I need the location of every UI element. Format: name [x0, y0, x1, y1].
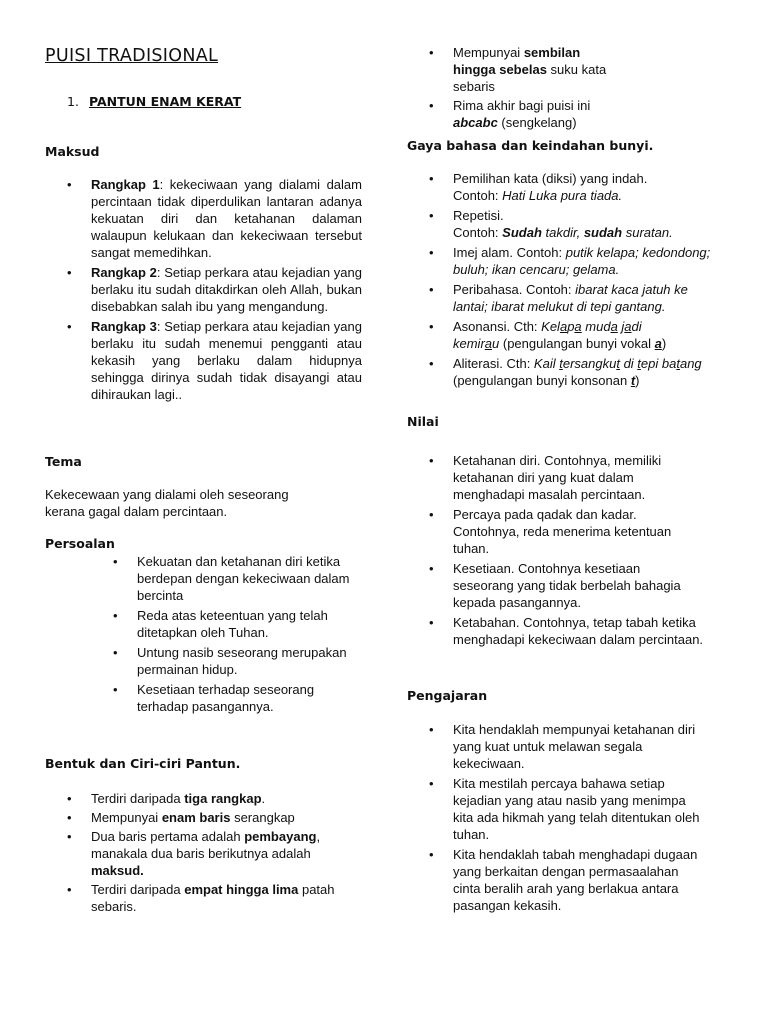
bentuk-item: • Terdiri daripada tiga rangkap.: [67, 790, 337, 807]
persoalan-heading: Persoalan: [45, 536, 115, 551]
bentuk-heading: Bentuk dan Ciri-ciri Pantun.: [45, 756, 241, 771]
nilai-item: • Ketahanan diri. Contohnya, memiliki ketahanan diri yang kuat dalam menghadapi masalah percintaan.: [429, 452, 704, 503]
pengajaran-list: [429, 721, 709, 917]
gaya-list: [429, 170, 725, 392]
bentuk-item: • Terdiri daripada empat hingga lima patah sebaris.: [67, 881, 337, 915]
gaya-heading: Gaya bahasa dan keindahan bunyi.: [407, 138, 654, 153]
gaya-item: • Aliterasi. Cth: Kail tersangkut di tepi batang (pengulangan bunyi konsonan t): [429, 355, 725, 389]
persoalan-item: • Untung nasib seseorang merupakan permainan hidup.: [113, 644, 363, 678]
maksud-item: • Rangkap 3: Setiap perkara atau kejadian yang berlaku itu sudah menemui pengganti atau kekasih yang berlaku dalam hidupnya sehingga dirinya sudah tidak disayangi atau dihiraukan lagi..: [67, 318, 362, 403]
bentuk-item: • Mempunyai enam baris serangkap: [67, 809, 337, 826]
tema-heading: Tema: [45, 454, 82, 469]
bentuk-item: • Dua baris pertama adalah pembayang, manakala dua baris berikutnya adalah maksud.: [67, 828, 337, 879]
gaya-item: • Imej alam. Contoh: putik kelapa; kedondong; buluh; ikan cencaru; gelama.: [429, 244, 725, 278]
pengajaran-item: • Kita hendaklah mempunyai ketahanan diri yang kuat untuk melawan segala kekeciwaan.: [429, 721, 709, 772]
page-title: PUISI TRADISIONAL: [45, 46, 219, 66]
nilai-list: [429, 452, 704, 651]
maksud-item: • Rangkap 2: Setiap perkara atau kejadian yang berlaku itu sudah ditakdirkan oleh Allah, bukan disebabkan salah ibu yang mengandung.: [67, 264, 362, 315]
pengajaran-item: • Kita hendaklah tabah menghadapi dugaan yang berkaitan dengan permasaalahan cinta beralih arah yang berlakua antara pasangan kekasih.: [429, 846, 709, 914]
persoalan-list: [113, 553, 363, 718]
pengajaran-item: • Kita mestilah percaya bahawa setiap kejadian yang atau nasib yang menimpa kita ada hikmah yang telah ditentukan oleh tuhan.: [429, 775, 709, 843]
bentuk-list-continued: [429, 44, 689, 133]
nilai-heading: Nilai: [407, 414, 439, 429]
gaya-item: • Repetisi. Contoh: Sudah takdir, sudah suratan.: [429, 207, 725, 241]
subtitle-number: 1.: [67, 94, 79, 109]
gaya-item: • Pemilihan kata (diksi) yang indah. Contoh: Hati Luka pura tiada.: [429, 170, 725, 204]
bentuk-item: • Rima akhir bagi puisi ini abcabc (sengkelang): [429, 97, 689, 131]
pengajaran-heading: Pengajaran: [407, 688, 488, 703]
persoalan-item: • Kesetiaan terhadap seseorang terhadap pasangannya.: [113, 681, 363, 715]
nilai-item: • Percaya pada qadak dan kadar. Contohnya, reda menerima ketentuan tuhan.: [429, 506, 704, 557]
maksud-item: • Rangkap 1: kekeciwaan yang dialami dalam percintaan tidak diperdulikan lantaran adanya kekuatan diri dan ketahanan dalaman walaupun kelukaan dan kekeciwaan tersebut sangat memedihkan.: [67, 176, 362, 261]
subtitle-text: PANTUN ENAM KERAT: [88, 94, 242, 109]
nilai-item: • Ketabahan. Contohnya, tetap tabah ketika menghadapi kekeciwaan dalam percintaan.: [429, 614, 704, 648]
tema-text: Kekecewaan yang dialami oleh seseorang kerana gagal dalam percintaan.: [45, 487, 289, 519]
maksud-heading: Maksud: [45, 144, 100, 159]
gaya-item: • Peribahasa. Contoh: ibarat kaca jatuh ke lantai; ibarat melukut di tepi gantang.: [429, 281, 725, 315]
persoalan-item: • Reda atas keteentuan yang telah ditetapkan oleh Tuhan.: [113, 607, 363, 641]
nilai-item: • Kesetiaan. Contohnya kesetiaan seseorang yang tidak berbelah bahagia kepada pasangannya.: [429, 560, 704, 611]
maksud-list: [67, 176, 362, 406]
gaya-item: • Asonansi. Cth: Kelapa muda jadi kemirau (pengulangan bunyi vokal a): [429, 318, 725, 352]
section-subtitle: [67, 94, 241, 109]
persoalan-item: • Kekuatan dan ketahanan diri ketika berdepan dengan kekeciwaan dalam bercinta: [113, 553, 363, 604]
bentuk-item: • Mempunyai sembilan hingga sebelas suku kata sebaris: [429, 44, 689, 95]
bentuk-list: [67, 790, 337, 917]
